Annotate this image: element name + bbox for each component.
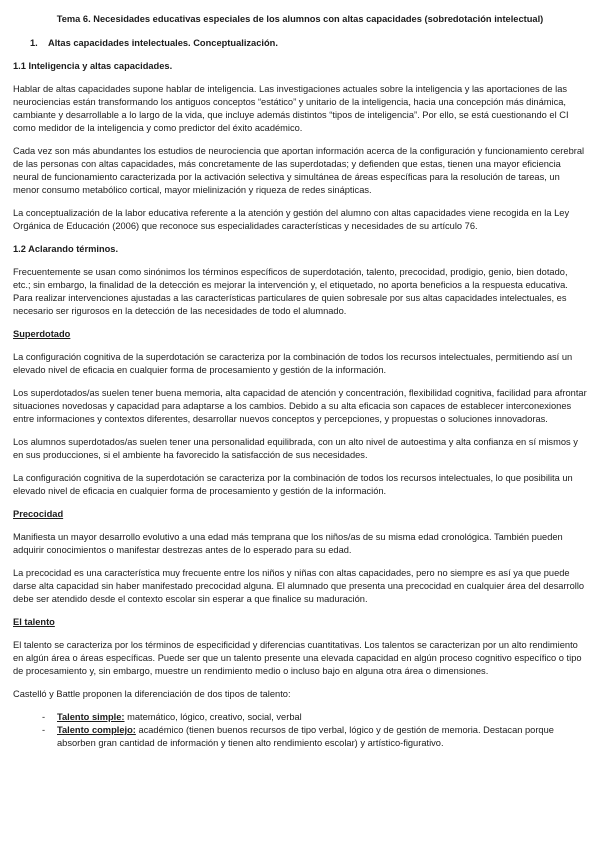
talento-complejo-label: Talento complejo: (57, 725, 136, 735)
list-item-content (57, 724, 587, 750)
list-item-content (57, 711, 587, 724)
paragraph-superdotado-1: La configuración cognitiva de la superdotación se caracteriza por la combinación de todos los recursos intelectuales, permitiendo así un elevado nivel de eficacia en cualquier forma de procesamiento y gestión de la información. (13, 352, 573, 375)
subheading-1-1: 1.1 Inteligencia y altas capacidades. (13, 61, 173, 71)
list-item-talento-complejo (42, 724, 587, 750)
paragraph-precocidad-1: Manifiesta un mayor desarrollo evolutivo a una edad más temprana que los niños/as de su misma edad cronológica. También pueden adquirir conocimientos o manifestar destrezas antes de lo esperado para su edad. (13, 532, 563, 555)
heading-talento: El talento (13, 617, 55, 627)
bullet-marker: - (42, 712, 46, 722)
paragraph-talento-1: El talento se caracteriza por los términos de especificidad y diferencias cuantitativas. Los talentos se caracterizan por un alto rendimiento en algún área o áreas específicas. Puede ser que un talento presente una elevada capacidad en algún proceso cognitivo específico o tipo de procesamiento y, sin embargo, muestre un rendimiento medio o incluso bajo en alguna otra área o dimensiones. (13, 640, 582, 676)
heading-superdotado: Superdotado (13, 329, 71, 339)
section-1-heading-text: Altas capacidades intelectuales. Conceptualización. (48, 38, 278, 48)
talento-simple-label: Talento simple: (57, 712, 125, 722)
document-title: Tema 6. Necesidades educativas especiales de los alumnos con altas capacidades (sobredotación intelectual) (56, 14, 544, 24)
bullet-marker: - (42, 725, 46, 735)
section-1-number: 1. (30, 38, 38, 48)
paragraph-superdotado-4: La configuración cognitiva de la superdotación se caracteriza por la combinación de todos los recursos intelectuales, lo que posibilita un elevado nivel de eficacia en cualquier forma de procesamiento y gestión de la información. (13, 473, 573, 496)
paragraph-intelligence-3: La conceptualización de la labor educativa referente a la atención y gestión del alumno con altas capacidades viene recogida en la Ley Orgánica de Educación (2006) que reconoce sus especialidades características y necesidades de su artículo 76. (13, 208, 570, 231)
paragraph-superdotado-2: Los superdotados/as suelen tener buena memoria, alta capacidad de atención y concentración, flexibilidad cognitiva, facilidad para afrontar situaciones novedosas y capacidad para adaptarse a los cambios. Debido a su alta eficacia son capaces de establecer interconexiones entre informaciones y contextos diferentes, desarrollar nuevos conceptos y percepciones, y propuestas o soluciones innovadoras. (13, 388, 587, 424)
paragraph-talento-intro: Castelló y Battle proponen la diferenciación de dos tipos de talento: (13, 689, 291, 699)
heading-precocidad: Precocidad (13, 509, 64, 519)
talent-types-list (42, 711, 587, 750)
section-1-heading (30, 37, 587, 50)
talento-complejo-text: académico (tienen buenos recursos de tipo verbal, lógico y de gestión de memoria. Destacan porque absorben gran cantidad de información y tienen alto rendimiento escolar) y artístico-figurativo. (57, 725, 554, 748)
talento-simple-text: matemático, lógico, creativo, social, verbal (124, 712, 302, 722)
paragraph-intelligence-1: Hablar de altas capacidades supone hablar de inteligencia. Las investigaciones actuales sobre la inteligencia y las aportaciones de las neurociencias están transformando los antiguos conceptos “estático” y unitario de la inteligencia, hacia una concepción más dinámica, cambiante y desarrollable a lo largo de la vida, que incluye además distintos “tipos de inteligencia”. Por ello, se está cuestionando el CI como medidor de la inteligencia y como predictor del éxito académico. (13, 84, 569, 133)
list-item-talento-simple (42, 711, 587, 724)
paragraph-terms: Frecuentemente se usan como sinónimos los términos específicos de superdotación, talento, precocidad, prodigio, genio, bien dotado, etc.; sin embargo, la finalidad de la detección es mejorar la intervención y, el etiquetado, no aporta beneficios a la respuesta educativa. Para realizar intervenciones ajustadas a las características particulares de quien sobresale por sus altas capacidades intelectuales, es necesario ser rigurosos en la detección de las necesidades de todo el alumnado. (13, 267, 568, 316)
paragraph-precocidad-2: La precocidad es una característica muy frecuente entre los niños y niñas con altas capacidades, pero no siempre es así ya que puede darse alta capacidad sin haber manifestado precocidad alguna. El alumnado que presenta una precocidad en cualquier área del desarrollo debe ser atendido desde el contexto escolar sin esperar a que finalice su maduración. (13, 568, 585, 604)
paragraph-intelligence-2: Cada vez son más abundantes los estudios de neurociencia que aportan información acerca de la configuración y funcionamiento cerebral de las personas con altas capacidades, más concretamente de las superdotadas; y defienden que estas, tienen una mayor eficiencia neural de funcionamiento caracterizada por la activación selectiva y simultánea de áreas específicas para la resolución de tareas, un menor consumo metabólico cortical, mayor mielinización y riqueza de redes sinápticas. (13, 146, 585, 195)
subheading-1-2: 1.2 Aclarando términos. (13, 244, 119, 254)
paragraph-superdotado-3: Los alumnos superdotados/as suelen tener una personalidad equilibrada, con un alto nivel de autoestima y alta confianza en sí mismos y en sus producciones, si el ambiente ha favorecido la satisfacción de sus necesidades. (13, 437, 578, 460)
